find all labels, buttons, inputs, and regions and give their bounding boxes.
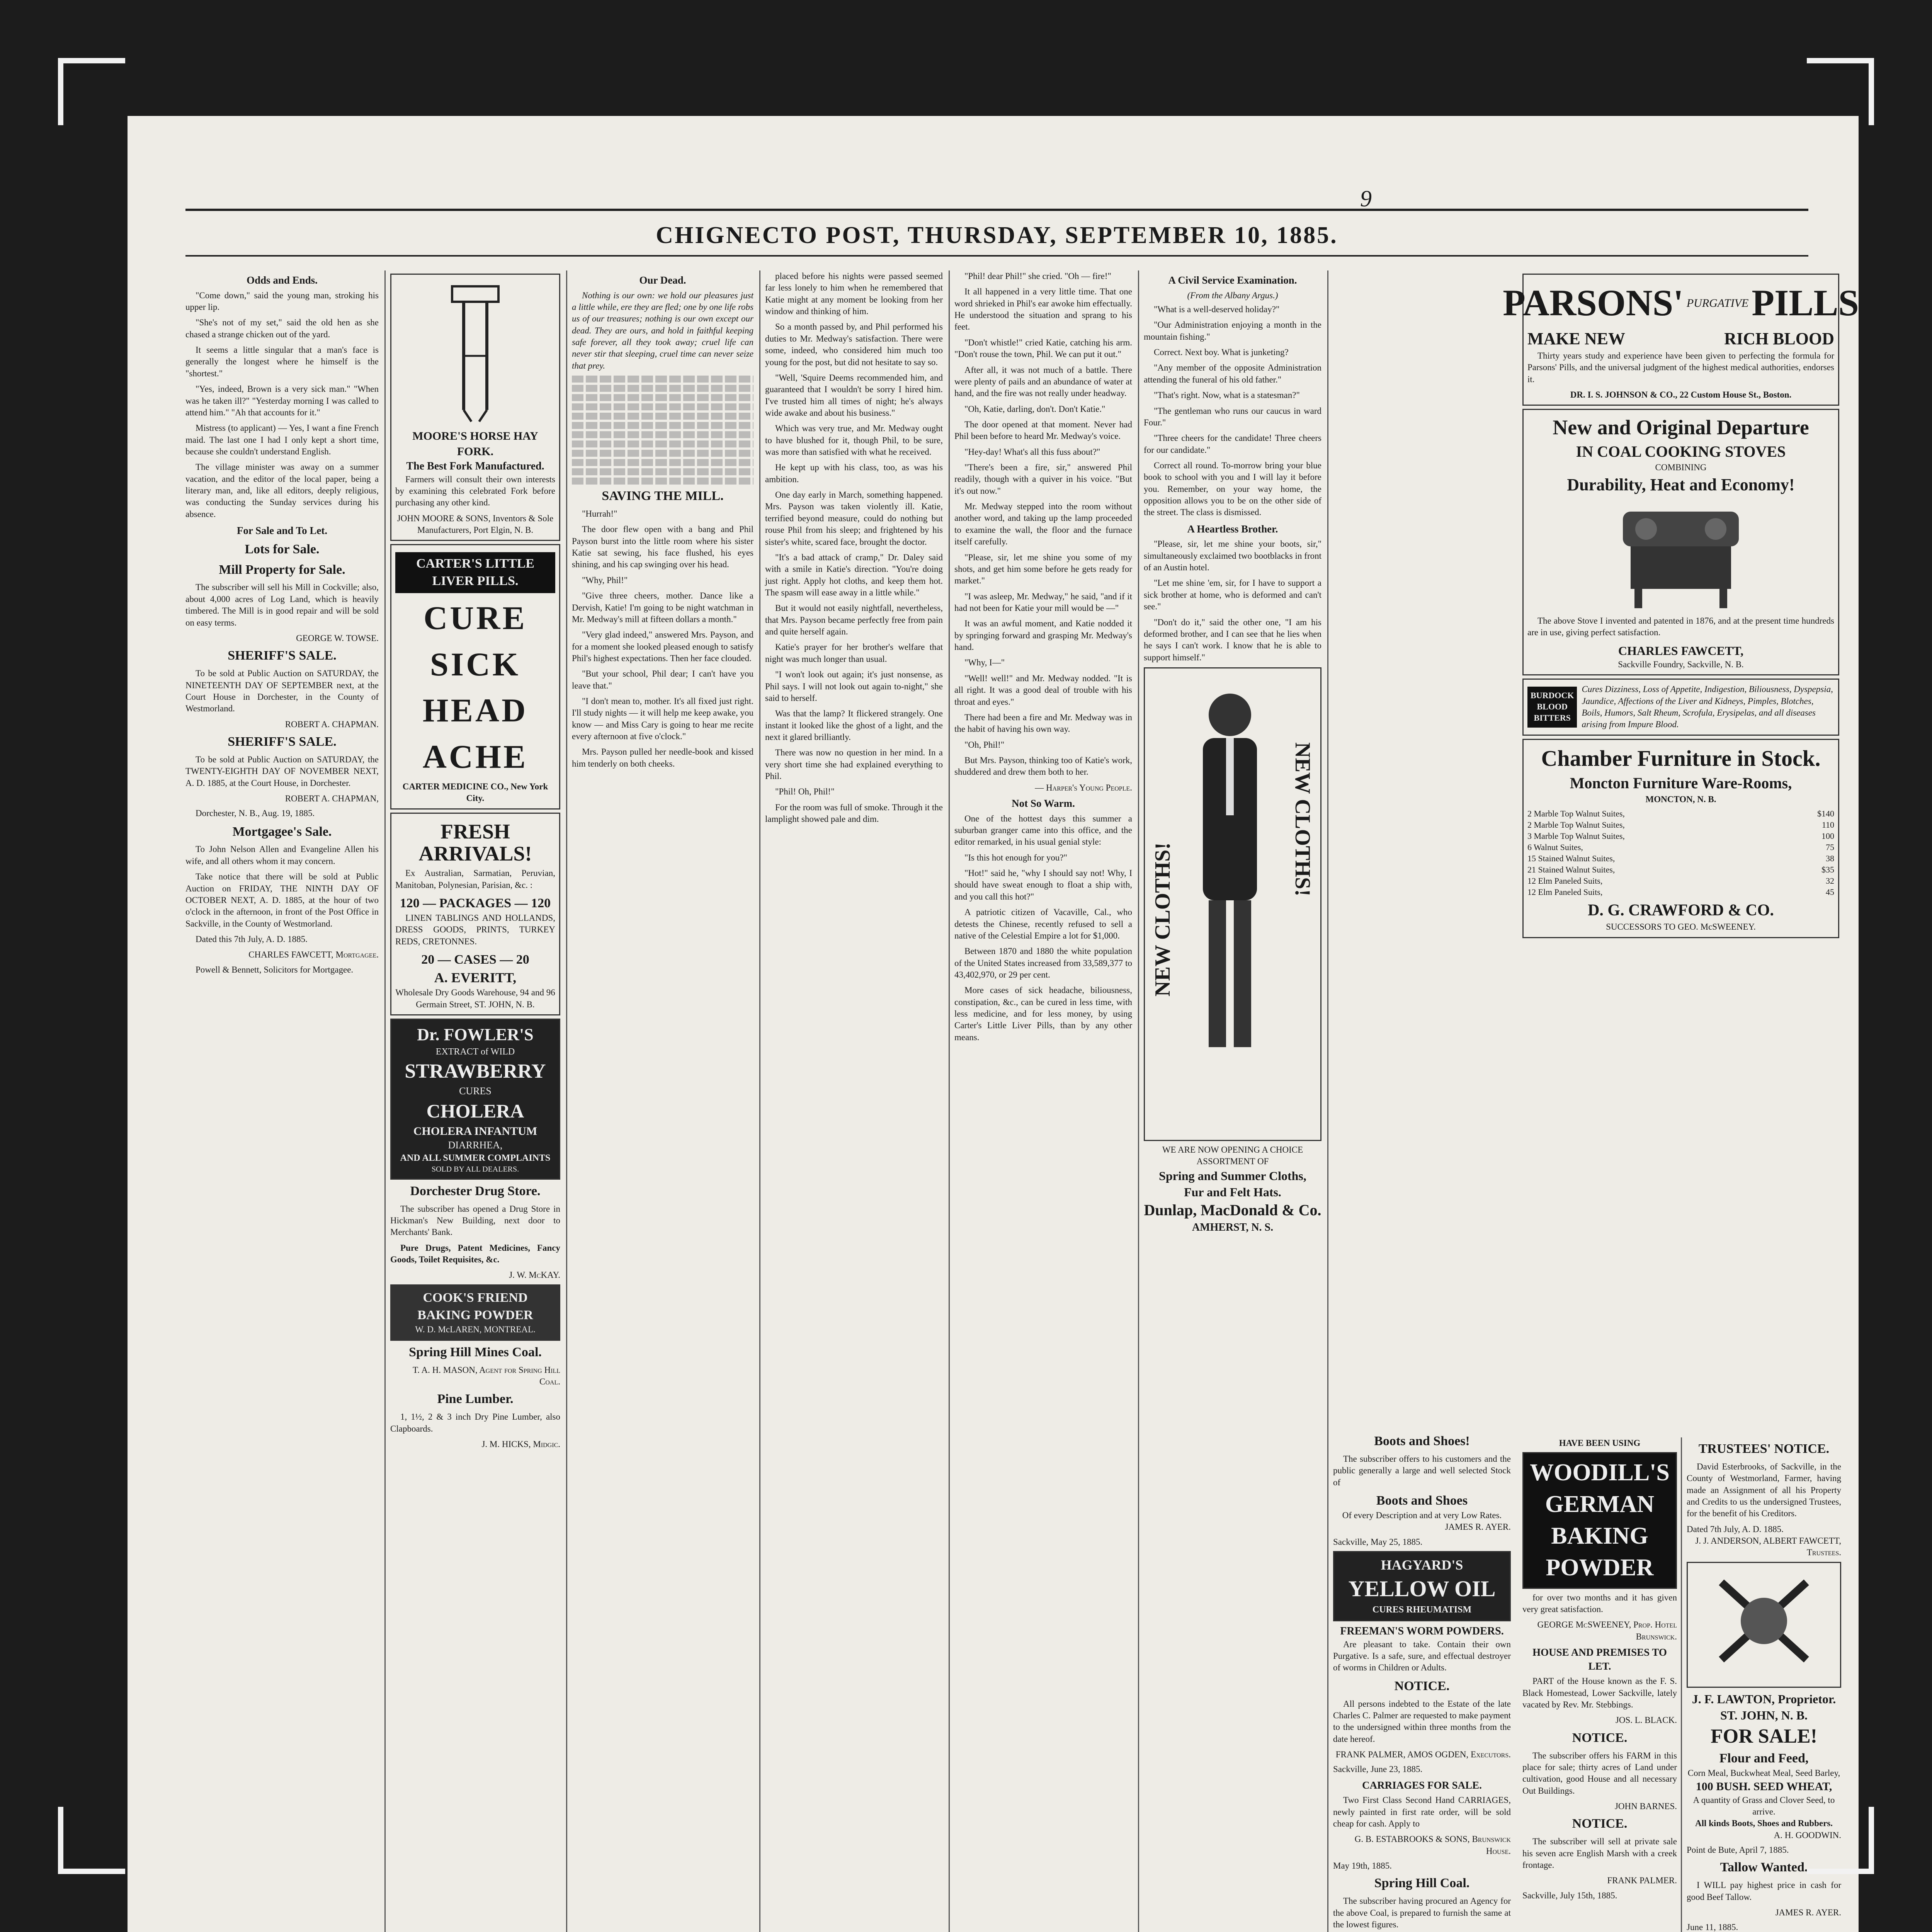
paragraph: But Mrs. Payson, thinking too of Katie's work, shuddered and drew them both to her. — [954, 755, 1132, 777]
saving-the-mill-heading: SAVING THE MILL. — [602, 489, 724, 503]
text-block — [572, 422, 753, 429]
pine-lumber-heading: Pine Lumber. — [437, 1392, 514, 1406]
cures-rheumatism: CURES RHEUMATISM — [1372, 1604, 1472, 1615]
drug-store-heading: Dorchester Drug Store. — [410, 1184, 541, 1198]
text-block — [572, 394, 753, 401]
paragraph: "It's a bad attack of cramp," Dr. Daley said with a smile in Katie's direction. "You're doing just right. Apply hot cloths, and keep them hot. The spasm will ease away in a little while." — [765, 552, 943, 597]
trustees-notice-text: David Esterbrooks, of Sackville, in the County of Westmorland, Farmer, having made an Assignment of all his Property and Credits to us the undersigned Trustees, for the benefit of his Creditors. — [1687, 1461, 1841, 1519]
yellow-oil-word: YELLOW OIL — [1348, 1576, 1496, 1602]
price-item: 15 Stained Walnut Suites, — [1527, 853, 1615, 863]
moncton-warerooms: Moncton Furniture Ware-Rooms, — [1570, 774, 1792, 792]
column-rule — [949, 270, 950, 1932]
cholera-infantum: CHOLERA INFANTUM — [413, 1124, 537, 1138]
text-block — [572, 431, 753, 438]
cases-count: 20 — CASES — 20 — [421, 952, 529, 967]
text-block — [572, 403, 753, 410]
paragraph: A patriotic citizen of Vacaville, Cal., who detests the Chinese, recently refused to sell a native of the Celestial Empire a lot for $1,000. — [954, 907, 1132, 940]
price-row — [1527, 842, 1834, 853]
crop-mark-bottom-left — [58, 1807, 125, 1874]
hagyards-title: HAGYARD'S — [1381, 1557, 1463, 1573]
pine-lumber-seller: J. M. HICKS, Midgic. — [481, 1439, 560, 1449]
signature: ROBERT A. CHAPMAN, — [285, 793, 379, 803]
drug-store-text: The subscriber has opened a Drug Store in Hickman's New Building, next door to Merchants' Bank. — [390, 1204, 560, 1237]
carriages-seller: G. B. ESTABROOKS & SONS, Brunswick House. — [1354, 1834, 1511, 1856]
parsons-text: Thirty years study and experience have been given to perfecting the formula for Parsons' Pills, and the universal judgment of the highest medical authorities, endorses it. — [1527, 350, 1834, 384]
paragraph: The door flew open with a bang and Phil Payson burst into the little room where his sister Katie sat sewing, his face flushed, his eyes shining, and his cap swinging over his head. — [572, 524, 753, 570]
crop-mark-bottom-right — [1807, 1807, 1874, 1874]
crawford-successors: SUCCESSORS TO GEO. McSWEENEY. — [1606, 922, 1756, 932]
our-dead-poem: Nothing is our own: we hold our pleasures just a little while, ere they are fled; one by one life robs us of our treasures; nothing is our own except our dead. They are ours, and hold in faithful keeping safe forever, all they took away; cruel life can never stir that sleeping, cruel time can never seize that prey. — [572, 290, 753, 371]
carters-company: CARTER MEDICINE CO., New York City. — [402, 782, 548, 803]
for-sale-heading-2: FOR SALE! — [1711, 1725, 1817, 1748]
summer-complaints: AND ALL SUMMER COMPLAINTS — [400, 1153, 551, 1163]
price-value: 38 — [1826, 853, 1834, 863]
paragraph: Mrs. Payson pulled her needle-book and kissed him tenderly on both cheeks. — [572, 747, 753, 769]
paragraph: "Hurrah!" — [582, 509, 617, 519]
hay-fork-title: MOORE'S HORSE HAY FORK. — [412, 430, 538, 458]
paragraph: The village minister was away on a summer vacation, and the editor of the local paper, being a literary man, and, like all editors, deeply religious, was conducting the Sunday services during his absence. — [185, 462, 379, 519]
price-item: 2 Marble Top Walnut Suites, — [1527, 808, 1625, 818]
hay-fork-ad — [390, 274, 560, 541]
column-rule — [384, 270, 386, 1932]
paragraph: More cases of sick headache, biliousness, constipation, &c., can be cured in less time, with less medicine, and for less money, by using Carter's Little Liver Pills, than by any other means. — [954, 985, 1132, 1042]
woodills-testimonial: GEORGE McSWEENEY, Prop. Hotel Brunswick. — [1537, 1620, 1677, 1641]
cures-word: CURES — [459, 1085, 492, 1097]
woodills-word: WOODILL'S — [1530, 1459, 1670, 1486]
combining-word: COMBINING — [1655, 463, 1707, 473]
flour-feed: Flour and Feed, — [1719, 1751, 1809, 1765]
hay-fork-text: Farmers will consult their own interests by examining this celebrated Fork before purchasing any other kind. — [395, 474, 555, 508]
burdock-title: BURDOCK BLOOD BITTERS — [1527, 687, 1577, 727]
crossed-tools-illustration — [1706, 1567, 1822, 1675]
spring-hill-coal-text: The subscriber having procured an Agency for the above Coal, is prepared to furnish the same at the lowest figures. — [1333, 1896, 1511, 1930]
text-block — [572, 385, 753, 392]
cooks-friend-title: COOK'S FRIEND BAKING POWDER — [417, 1290, 533, 1322]
paragraph: "I was asleep, Mr. Medway," he said, "and if it had not been for Katie your mill would be —" — [954, 591, 1132, 613]
paragraph: "Please, sir, let me shine you some of my shots, and get him some before he gets ready for market." — [954, 552, 1132, 586]
new-cloths-vertical-left: NEW CLOTHS! — [1151, 842, 1175, 997]
marsh-notice-text: The subscriber will sell at private sale his seven acre English Marsh with a creek frontage. — [1522, 1837, 1677, 1870]
stove-ad — [1522, 409, 1839, 675]
furniture-title: Chamber Furniture in Stock. — [1541, 745, 1821, 771]
everitt-address: Wholesale Dry Goods Warehouse, 94 and 96 Germain Street, ST. JOHN, N. B. — [395, 988, 555, 1009]
head-word: HEAD — [422, 692, 528, 729]
boots-shoes-heading: Boots and Shoes! — [1374, 1434, 1470, 1448]
sheriffs-sale-heading: SHERIFF'S SALE. — [228, 648, 337, 663]
carriages-heading: CARRIAGES FOR SALE. — [1362, 1779, 1482, 1791]
boots-shoes-text: The subscriber offers to his customers and the public generally a large and well selected Stock of — [1333, 1454, 1511, 1487]
paragraph: Mr. Medway stepped into the room without another word, and taking up the lamp proceeded to examine the wall, the floor and the furnace itself carefully. — [954, 502, 1132, 547]
price-row — [1527, 886, 1834, 898]
everitt-name: A. EVERITT, — [434, 969, 517, 985]
paragraph: "The gentleman who runs our caucus in ward Four." — [1144, 406, 1321, 427]
paragraph: "What is a well-deserved holiday?" — [1154, 304, 1280, 314]
notice-text: All persons indebted to the Estate of the late Charles C. Palmer are requested to make payment to the undersigned within three months from the date hereof. — [1333, 1699, 1511, 1744]
paragraph: Correct all round. To-morrow bring your blue book to school with you and I will lay it before you. Remember, on your way home, the opposition allows you to be on the other side of the street. The class is dismissed. — [1144, 460, 1321, 517]
notice-signers: FRANK PALMER, AMOS OGDEN, Executors. — [1335, 1749, 1511, 1759]
house-to-let-owner: JOS. L. BLACK. — [1615, 1715, 1677, 1725]
grass-clover: A quantity of Grass and Clover Seed, to arrive. — [1693, 1795, 1835, 1817]
column-8 — [1522, 1437, 1677, 1932]
rich-blood: RICH BLOOD — [1724, 329, 1834, 348]
paragraph: "Three cheers for the candidate! Three cheers for our candidate." — [1144, 433, 1321, 455]
paragraph: Take notice that there will be sold at Public Auction on FRIDAY, THE NINTH DAY OF OCTOBER NEXT, A. D. 1885, at the hour of two o'clock in the afternoon, in front of the Post Office in Sackville, in the County of Westmorland. — [185, 872, 379, 929]
text-block — [572, 376, 753, 383]
paragraph: "Hot!" said he, "why I should say not! Why, I should have sweat enough to float a ship with, and you call this hot?" — [954, 868, 1132, 901]
paragraph: The door opened at that moment. Never had Phil been before to heard Mr. Medway's voice. — [954, 419, 1132, 441]
lots-for-sale-heading: Lots for Sale. — [245, 542, 320, 556]
price-value: $140 — [1817, 808, 1834, 818]
text-block — [572, 440, 753, 447]
price-row — [1527, 830, 1834, 842]
paragraph: "Phil! dear Phil!" she cried. "Oh — fire!" — [964, 271, 1111, 281]
trustees-names: J. J. ANDERSON, ALBERT FAWCETT, Trustees. — [1695, 1536, 1841, 1558]
paragraph: "Come down," said the young man, stroking his upper lip. — [185, 290, 379, 312]
price-item: 12 Elm Paneled Suits, — [1527, 876, 1603, 886]
fur-felt-hats: Fur and Felt Hats. — [1184, 1185, 1281, 1199]
pills-word: PILLS — [1752, 282, 1859, 323]
cholera-word: CHOLERA — [426, 1100, 524, 1122]
boots-shoes-owner: JAMES R. AYER. — [1445, 1522, 1511, 1532]
meal-items: Corn Meal, Buckwheat Meal, Seed Barley, — [1687, 1768, 1840, 1778]
paragraph: Was that the lamp? It flickered strangely. One instant it looked like the ghost of a light, and the next it glared brilliantly. — [765, 709, 943, 742]
fawcett-name: CHARLES FAWCETT, — [1618, 643, 1744, 658]
column-6 — [1144, 270, 1321, 1932]
paragraph: "Any member of the opposite Administration attending the funeral of his old father." — [1144, 363, 1321, 384]
masthead-top-rule — [185, 209, 1808, 211]
column-rule — [1138, 270, 1139, 1932]
german-word: GERMAN — [1545, 1491, 1655, 1518]
price-value: 32 — [1826, 876, 1834, 886]
page-mark: 9 — [1360, 186, 1372, 211]
tallow-wanted-heading: Tallow Wanted. — [1720, 1860, 1808, 1875]
fowlers-strawberry-ad — [390, 1019, 560, 1180]
column-2 — [390, 270, 560, 1932]
freemans-text: Are pleasant to take. Contain their own Purgative. Is a safe, sure, and effectual destroyer of worms in Children or Adults. — [1333, 1639, 1511, 1673]
paragraph: "There's been a fire, sir," answered Phil readily, though with a quiver in his voice. "But it's out now." — [954, 463, 1132, 496]
paragraph: Katie's prayer for her brother's welfare that night was much longer than usual. — [765, 642, 943, 664]
burdock-text: Cures Dizziness, Loss of Appetite, Indigestion, Biliousness, Dyspepsia, Jaundice, Affections of the Liver and Kidneys, Pimples, Blotches, Boils, Humors, Salt Rheum, Scrofula, Erysipelas, and all diseases arising from Impure Blood. — [1582, 684, 1833, 730]
right-ads-block — [1503, 270, 1859, 1430]
parsons-slogan — [1527, 328, 1834, 350]
tallow-text: I WILL pay highest price in cash for good Beef Tallow. — [1687, 1880, 1841, 1902]
text-block — [572, 413, 753, 420]
new-cloths-vertical-right: NEW CLOTHS! — [1291, 742, 1315, 896]
crop-mark-top-left — [58, 58, 125, 125]
sheriffs-sale-heading: SHERIFF'S SALE. — [228, 734, 337, 749]
spring-hill-heading: Spring Hill Mines Coal. — [409, 1345, 542, 1359]
price-value: 110 — [1821, 820, 1834, 830]
furniture-ad — [1522, 739, 1839, 938]
fresh-arrivals-ad — [390, 813, 560, 1015]
price-row — [1527, 864, 1834, 875]
paragraph: placed before his nights were passed seemed far less lonely to him when he remembered that Katie might at any moment be looking from her window and thinking of him. — [765, 271, 943, 316]
trustees-notice-date: Dated 7th July, A. D. 1885. — [1687, 1524, 1784, 1534]
strawberry-word: STRAWBERRY — [405, 1060, 546, 1082]
lawton-name: J. F. LAWTON, Proprietor. — [1692, 1692, 1836, 1706]
parsons-pills-ad — [1503, 274, 1859, 406]
signature: GEORGE W. TOWSE. — [296, 633, 379, 643]
carters-title: CARTER'S LITTLE LIVER PILLS. — [395, 552, 555, 593]
hagyards-yellow-oil-ad — [1333, 1551, 1511, 1621]
price-list — [1527, 808, 1834, 898]
price-item: 2 Marble Top Walnut Suites, — [1527, 820, 1625, 830]
drug-store-owner: J. W. McKAY. — [509, 1270, 560, 1280]
paragraph: "Why, I—" — [964, 658, 1005, 668]
farm-notice-text: The subscriber offers his FARM in this place for sale; thirty acres of Land under cultivation, good House and all necessary Out Buildings. — [1522, 1750, 1677, 1796]
goodwin-date: Point de Bute, April 7, 1885. — [1687, 1845, 1789, 1855]
cooks-friend-maker: W. D. McLAREN, MONTREAL. — [415, 1325, 536, 1335]
price-value: 100 — [1821, 831, 1834, 841]
masthead-title: CHIGNECTO POST, THURSDAY, SEPTEMBER 10, 1885. — [656, 222, 1338, 248]
parsons-maker: DR. I. S. JOHNSON & CO., 22 Custom House St., Boston. — [1570, 389, 1792, 400]
for-sale-heading: For Sale and To Let. — [236, 525, 328, 537]
paragraph: It was an awful moment, and Katie nodded it by springing forward and grasping Mr. Medway's hand. — [954, 619, 1132, 652]
powder-word: POWDER — [1546, 1554, 1654, 1581]
moncton-city: MONCTON, N. B. — [1645, 794, 1716, 804]
carriages-date: May 19th, 1885. — [1333, 1861, 1392, 1871]
paragraph: "That's right. Now, what is a statesman?" — [1154, 390, 1300, 400]
paragraph: One of the hottest days this summer a suburban granger came into this office, and the editor remarked, in his usual genial style: — [954, 813, 1132, 847]
fresh-arrivals-title: FRESH ARRIVALS! — [418, 820, 532, 865]
parsons-word: PARSONS' — [1503, 282, 1684, 323]
text-block — [572, 468, 753, 475]
carriages-text: Two First Class Second Hand CARRIAGES, newly painted in first rate order, will be sold cheap for cash. Apply to — [1333, 1795, 1511, 1829]
source-credit: — Harper's Young People. — [1035, 782, 1132, 793]
column-7 — [1333, 1430, 1511, 1932]
paragraph: "I won't look out again; it's just nonsense, as Phil says. I will not look out again to-night," she said to herself. — [765, 670, 943, 703]
price-item: 21 Stained Walnut Suites, — [1527, 864, 1615, 874]
column-rule — [1681, 1437, 1682, 1932]
sold-by-dealers: SOLD BY ALL DEALERS. — [431, 1165, 519, 1174]
diarrhea-word: DIARRHEA, — [448, 1139, 503, 1151]
paragraph: "Very glad indeed," answered Mrs. Payson, and for a moment she looked pleased enough to satisfy Phil's highest expectations. Then her face clouded. — [572, 630, 753, 663]
durability-slogan: Durability, Heat and Economy! — [1567, 475, 1795, 494]
text-block — [572, 478, 753, 485]
fresh-arrivals-text: Ex Australian, Sarmatian, Peruvian, Manitoban, Polynesian, Parisian, &c. : — [395, 868, 555, 890]
stove-text: The above Stove I invented and patented in 1876, and at the present time hundreds are in use, giving perfect satisfaction. — [1527, 616, 1834, 638]
parsons-header — [1503, 279, 1859, 328]
paragraph: After all, it was not much of a battle. There were plenty of pails and an abundance of water at hand, and the fire was not really under headway. — [954, 365, 1132, 398]
mill-property-heading: Mill Property for Sale. — [219, 562, 345, 577]
civil-service-source: (From the Albany Argus.) — [1187, 290, 1278, 300]
fawcett-foundry: Sackville Foundry, Sackville, N. B. — [1618, 660, 1744, 670]
sick-word: SICK — [430, 645, 521, 683]
our-dead-heading: Our Dead. — [639, 274, 686, 286]
hay-fork-maker: JOHN MOORE & SONS, Inventors & Sole Manufacturers, Port Elgin, N. B. — [397, 513, 554, 535]
new-cloths-ad — [1144, 667, 1321, 1141]
ache-word: ACHE — [422, 738, 528, 775]
new-cloths-text: WE ARE NOW OPENING A CHOICE ASSORTMENT OF — [1162, 1145, 1303, 1167]
notice-date: Sackville, June 23, 1885. — [1333, 1764, 1423, 1774]
dunlap-location: AMHERST, N. S. — [1192, 1221, 1274, 1233]
column-1 — [185, 270, 379, 1932]
paragraph: "Oh, Phil!" — [964, 740, 1005, 750]
paragraph: So a month passed by, and Phil performed his duties to Mr. Medway's satisfaction. There were some, indeed, who considered him much too young for the post, but did not hesitate to say so. — [765, 322, 943, 367]
notice-heading-3: NOTICE. — [1572, 1816, 1628, 1831]
paragraph: "Well, 'Squire Deems recommended him, and guaranteed that I wouldn't be sorry I hired him. I've trusted him all times of night; he's always wide awake and about his business." — [765, 372, 943, 418]
column-5 — [954, 270, 1132, 1932]
signature: ROBERT A. CHAPMAN. — [285, 719, 379, 729]
farm-notice-owner: JOHN BARNES. — [1614, 1801, 1677, 1811]
tallow-buyer: JAMES R. AYER. — [1775, 1908, 1841, 1918]
marsh-notice-owner: FRANK PALMER. — [1607, 1876, 1677, 1886]
paragraph: He kept up with his class, too, as was his ambition. — [765, 463, 943, 484]
dateline: Dorchester, N. B., Aug. 19, 1885. — [196, 808, 315, 818]
column-3 — [572, 270, 753, 1932]
make-new: MAKE NEW — [1527, 329, 1625, 348]
burdock-ad — [1522, 679, 1839, 735]
have-been-using: HAVE BEEN USING — [1559, 1438, 1641, 1448]
price-row — [1527, 808, 1834, 819]
house-to-let-text: PART of the House known as the F. S. Black Homestead, Lower Sackville, lately vacated by Rev. Mr. Stebbings. — [1522, 1676, 1677, 1710]
price-value: 75 — [1826, 842, 1834, 852]
column-4 — [765, 270, 943, 1932]
drug-store-goods: Pure Drugs, Patent Medicines, Fancy Goods, Toilet Requisites, &c. — [390, 1243, 560, 1264]
paragraph: "Give three cheers, mother. Dance like a Dervish, Katie! I'm going to be night watchman in Mr. Medway's mill at fifteen dollars a month." — [572, 591, 753, 624]
goodwin-name: A. H. GOODWIN. — [1774, 1830, 1841, 1840]
civil-service-heading: A Civil Service Examination. — [1168, 274, 1297, 286]
coal-stoves: IN COAL COOKING STOVES — [1576, 442, 1786, 460]
odds-and-ends-heading: Odds and Ends. — [247, 274, 318, 286]
notice-heading-2: NOTICE. — [1572, 1730, 1628, 1745]
woodills-ad — [1522, 1452, 1677, 1588]
tallow-date: June 11, 1885. — [1687, 1922, 1738, 1932]
price-item: 12 Elm Paneled Suits, — [1527, 887, 1603, 897]
not-so-warm-heading: Not So Warm. — [1012, 798, 1075, 810]
dunlap-name: Dunlap, MacDonald & Co. — [1144, 1201, 1321, 1219]
paragraph: "Is this hot enough for you?" — [964, 852, 1067, 862]
column-rule — [1327, 270, 1328, 1932]
paragraph: "Our Administration enjoying a month in the mountain fishing." — [1144, 320, 1321, 342]
fowlers-title: Dr. FOWLER'S — [417, 1025, 534, 1044]
price-row — [1527, 875, 1834, 886]
paragraph: Correct. Next boy. What is junketing? — [1154, 347, 1289, 357]
paragraph: For the room was full of smoke. Through it the lamplight showed pale and dim. — [765, 802, 943, 824]
paragraph: To be sold at Public Auction on SATURDAY, the NINETEENTH DAY OF SEPTEMBER next, at the Court House in Dorchester, in the County of Westmorland. — [185, 668, 379, 714]
price-row — [1527, 853, 1834, 864]
man-in-suit-illustration — [1187, 680, 1272, 1066]
boots-shoes-sub: Boots and Shoes — [1376, 1493, 1468, 1508]
paragraph: To be sold at Public Auction on SATURDAY, the TWENTY-EIGHTH DAY OF NOVEMBER NEXT, A. D. 1885, at the Court House, in Dorchester. — [185, 754, 379, 788]
paragraph: Powell & Bennett, Solicitors for Mortgagee. — [196, 964, 354, 975]
paragraph: "I don't mean to, mother. It's all fixed just right. I'll study nights — it will help me keep awake, you know — and Miss Cary is going to hear me recite every afternoon at five o'clock." — [572, 696, 753, 742]
stove-illustration — [1600, 496, 1762, 612]
hay-fork-tagline: The Best Fork Manufactured. — [406, 460, 544, 472]
packages-count: 120 — PACKAGES — 120 — [400, 896, 551, 910]
price-item: 6 Walnut Suites, — [1527, 842, 1583, 852]
paragraph: Which was very true, and Mr. Medway ought to have blushed for it, though Phil, to be sure, was more than satisfied with what he received. — [765, 423, 943, 457]
mortgagees-sale-heading: Mortgagee's Sale. — [232, 824, 332, 839]
marsh-notice-date: Sackville, July 15th, 1885. — [1522, 1890, 1617, 1900]
paragraph: It all happened in a very little time. That one word shrieked in Phil's ear awoke him effectually. He understood the situation and sprang to his feet. — [954, 287, 1132, 332]
column-rule — [759, 270, 760, 1932]
paragraph: "Yes, indeed, Brown is a very sick man." "When was he taken ill?" "Yesterday morning I was called to attend him." "Ah that accounts for it." — [185, 384, 379, 417]
price-row — [1527, 819, 1834, 830]
paragraph: "Oh, Katie, darling, don't. Don't Katie." — [964, 404, 1105, 414]
fowlers-extract: EXTRACT of WILD — [435, 1047, 515, 1057]
baking-word: BAKING — [1551, 1523, 1648, 1549]
paragraph: There had been a fire and Mr. Medway was in the habit of having his own way. — [954, 712, 1132, 734]
crop-mark-top-right — [1807, 58, 1874, 125]
hay-fork-illustration — [437, 279, 514, 425]
spring-summer-cloths: Spring and Summer Cloths, — [1159, 1168, 1306, 1183]
paragraph: "Well! well!" and Mr. Medway nodded. "It is all right. It was a good deal of trouble with his throat and eyes." — [954, 673, 1132, 707]
dateline: Dated this 7th July, A. D. 1885. — [196, 934, 308, 944]
paragraph: "Please, sir, let me shine your boots, sir," simultaneously exclaimed two bootblacks in front of an Austin hotel. — [1144, 539, 1321, 573]
boots-shoes-desc: Of every Description and at very Low Rates. — [1342, 1510, 1502, 1520]
paragraph: "Don't whistle!" cried Katie, catching his arm. "Don't rouse the town, Phil. We can put it out." — [954, 337, 1132, 359]
price-item: 3 Marble Top Walnut Suites, — [1527, 831, 1625, 841]
paragraph: "But your school, Phil dear; I can't have you leave that." — [572, 669, 753, 690]
masthead-bottom-rule — [185, 255, 1808, 257]
trustees-notice-heading: TRUSTEES' NOTICE. — [1698, 1442, 1830, 1456]
paragraph: Mistress (to applicant) — Yes, I want a fine French maid. The last one I had I only kept a short time, because she couldn't understand English. — [185, 423, 379, 456]
newspaper-page — [128, 116, 1859, 1932]
freemans-title: FREEMAN'S WORM POWDERS. — [1340, 1625, 1504, 1637]
notice-heading: NOTICE. — [1394, 1679, 1450, 1693]
paragraph: "Hey-day! What's all this fuss about?" — [964, 447, 1100, 457]
woodills-text: for over two months and it has given very great satisfaction. — [1522, 1592, 1677, 1614]
spring-hill-coal-heading: Spring Hill Coal. — [1374, 1876, 1470, 1891]
carters-pills-ad — [390, 544, 560, 810]
lawton-ad-emblem — [1687, 1562, 1841, 1688]
paragraph: To John Nelson Allen and Evangeline Allen his wife, and all others whom it may concern. — [185, 844, 379, 866]
paragraph: "She's not of my set," said the old hen as she chased a strange chicken out of the yard. — [185, 318, 379, 339]
paragraph: But it would not easily nightfall, nevertheless, that Mrs. Payson became perfectly free from pain and quite herself again. — [765, 603, 943, 637]
crawford-name: D. G. CRAWFORD & CO. — [1588, 901, 1774, 919]
seed-wheat: 100 BUSH. SEED WHEAT, — [1696, 1780, 1832, 1793]
column-rule — [566, 270, 567, 1932]
lawton-city: ST. JOHN, N. B. — [1720, 1708, 1808, 1722]
paragraph: One day early in March, something happened. Mrs. Payson was taken violently ill. Katie, terrified beyond measure, could do nothing but rouse Phil from his sleep; and frightened by his sister's white, scared face, brought the doctor. — [765, 490, 943, 547]
paragraph: "Don't do it," said the other one, "I am his deformed brother, and I can see that he lies when he says I can't work. I know that he is able to support himself." — [1144, 617, 1321, 662]
cure-word: CURE — [423, 599, 527, 637]
fresh-arrivals-goods: LINEN TABLINGS AND HOLLANDS, DRESS GOODS, PRINTS, TURKEY REDS, CRETONNES. — [395, 913, 555, 946]
paragraph: There was now no question in her mind. In a very short time she had explained everything to Phil. — [765, 748, 943, 781]
departure-title: New and Original Departure — [1553, 416, 1809, 439]
paragraph: "Let me shine 'em, sir, for I have to support a sick brother at home, who is deformed and can't see." — [1144, 578, 1321, 612]
purgative-word: PURGATIVE — [1686, 296, 1749, 310]
price-value: $35 — [1821, 864, 1834, 874]
text-block — [572, 450, 753, 457]
heartless-brother-heading: A Heartless Brother. — [1187, 523, 1278, 535]
cooks-friend-ad — [390, 1284, 560, 1341]
text-block — [572, 459, 753, 466]
paragraph: "Phil! Oh, Phil!" — [775, 787, 835, 797]
spring-hill-agent: T. A. H. MASON, Agent for Spring Hill Coal. — [412, 1365, 560, 1387]
boots-shoes-date: Sackville, May 25, 1885. — [1333, 1537, 1423, 1547]
paragraph: It seems a little singular that a man's face is generally the longest where he himself is the "shortest." — [185, 345, 379, 378]
price-value: 45 — [1826, 887, 1834, 897]
signature: CHARLES FAWCETT, Mortgagee. — [248, 950, 379, 960]
house-to-let-heading: HOUSE AND PREMISES TO LET. — [1532, 1646, 1667, 1672]
pine-lumber-text: 1, 1½, 2 & 3 inch Dry Pine Lumber, also Clapboards. — [390, 1412, 560, 1434]
boots-shoes-rubbers: All kinds Boots, Shoes and Rubbers. — [1695, 1818, 1833, 1828]
paragraph: The subscriber will sell his Mill in Cockville; also, about 4,000 acres of Log Land, which is heavily timbered. The Mill is in good repair and will be sold on easy terms. — [185, 582, 379, 628]
paragraph: Between 1870 and 1880 the white population of the United States increased from 33,589,377 to 43,402,970, or 29 per cent. — [954, 946, 1132, 980]
paragraph: "Why, Phil!" — [582, 575, 628, 585]
